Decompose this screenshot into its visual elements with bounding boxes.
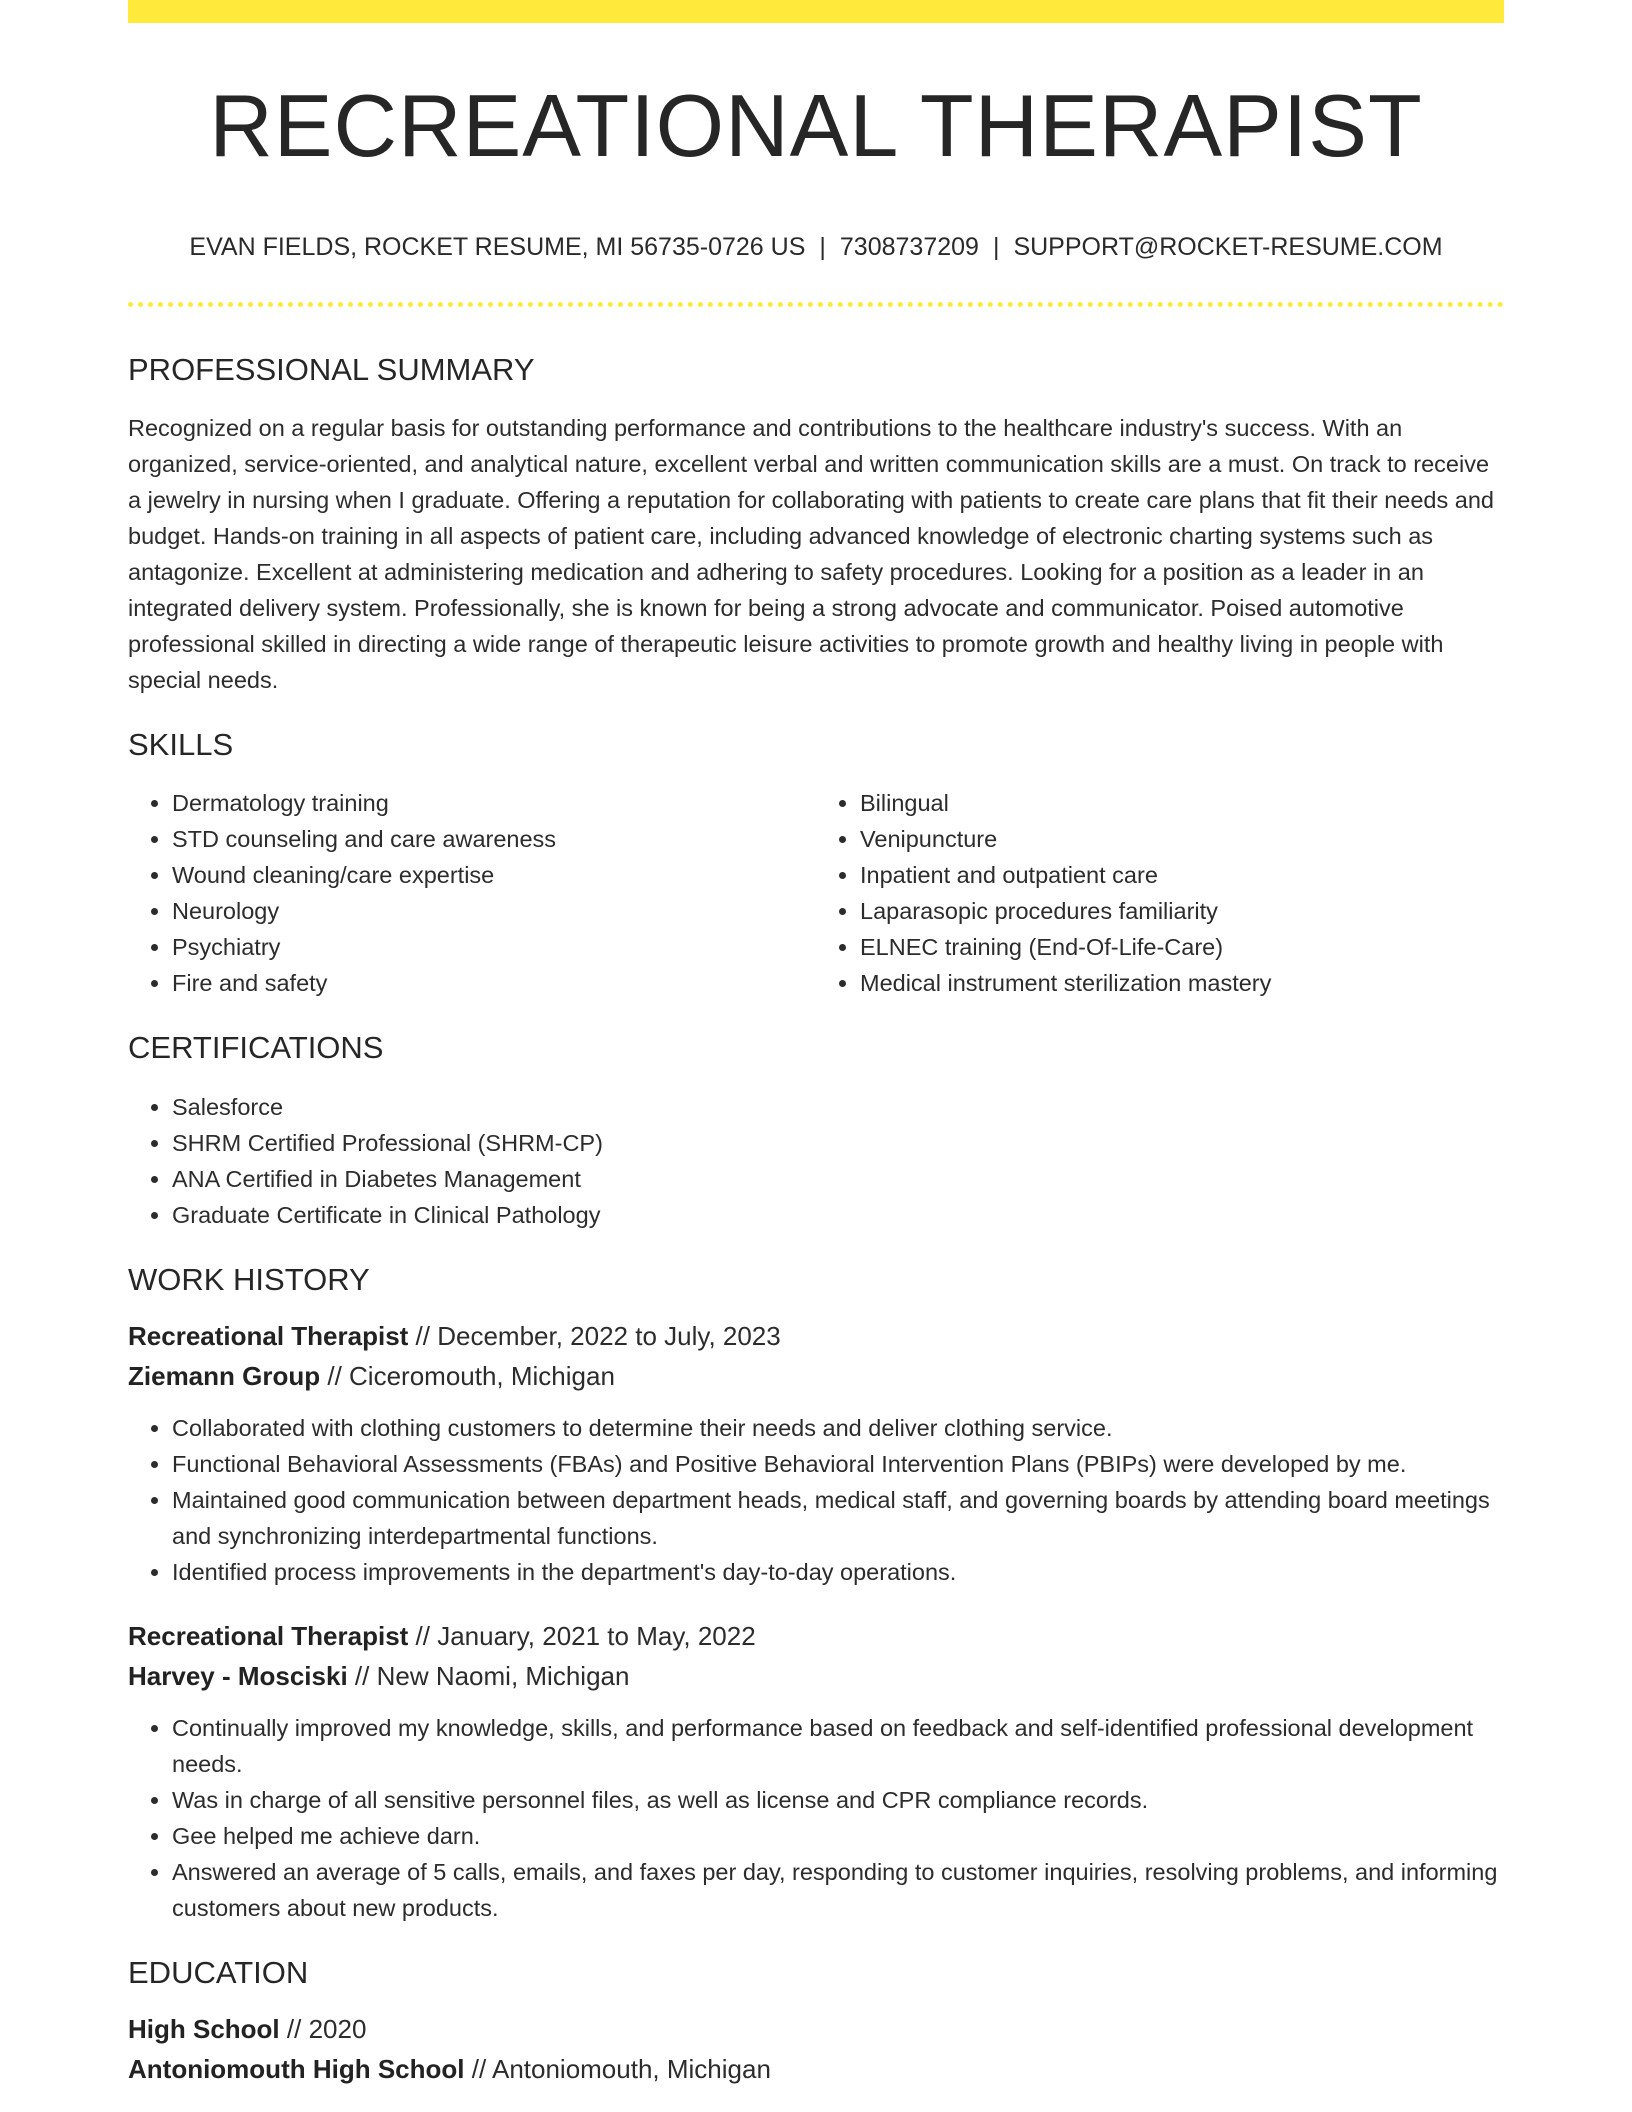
job-dates: // December, 2022 to July, 2023: [415, 1320, 781, 1351]
job-bullets: [128, 1410, 1504, 1590]
work-history-heading: WORK HISTORY: [128, 1261, 370, 1297]
skills-columns: [128, 785, 1504, 1001]
education-heading: EDUCATION: [128, 1954, 309, 1990]
skills-heading: SKILLS: [128, 727, 234, 763]
job-entry: [128, 1316, 1504, 1590]
job-location: // New Naomi, Michigan: [354, 1660, 630, 1691]
job-bullet: • Answered an average of 5 calls, emails, and faxes per day, responding to customer inquiries, resolving problems, and informing customers about new products.: [172, 1854, 1504, 1926]
skill-item: • Inpatient and outpatient care: [860, 857, 1504, 893]
skill-item: • Laparasopic procedures familiarity: [860, 893, 1504, 929]
job-bullet: • Functional Behavioral Assessments (FBAs) and Positive Behavioral Intervention Plans (PBIPs) were developed by me.: [172, 1446, 1504, 1482]
job-company: Harvey - Mosciski: [128, 1660, 348, 1691]
dotted-divider: [128, 302, 1504, 307]
contact-line: [128, 232, 1504, 262]
job-title-line: [128, 1616, 1504, 1656]
certifications-list: [128, 1089, 1504, 1233]
job-bullet: • Collaborated with clothing customers to determine their needs and deliver clothing service.: [172, 1410, 1504, 1446]
contact-address: EVAN FIELDS, ROCKET RESUME, MI 56735-0726 US: [189, 233, 806, 261]
job-bullet: • Maintained good communication between department heads, medical staff, and governing boards by attending board meetings and synchronizing interdepartmental functions.: [172, 1482, 1504, 1554]
job-bullets: [128, 1710, 1504, 1926]
education-year: // 2020: [286, 2013, 367, 2044]
resume-title: RECREATIONAL THERAPIST: [209, 76, 1423, 175]
certification-item: • Graduate Certificate in Clinical Pathology: [172, 1197, 1504, 1233]
contact-separator: |: [992, 233, 1000, 261]
education-degree-line: [128, 2009, 1504, 2049]
job-company-line: [128, 1356, 1504, 1396]
skill-item: • Wound cleaning/care expertise: [172, 857, 816, 893]
skill-item: • Fire and safety: [172, 965, 816, 1001]
certification-item: • SHRM Certified Professional (SHRM-CP): [172, 1125, 1504, 1161]
resume-content: [128, 23, 1504, 2089]
skills-left-list: [128, 785, 816, 1001]
summary-text: Recognized on a regular basis for outstanding performance and contributions to the healthcare industry's success. With an organized, service-oriented, and analytical nature, excellent verbal and written communication skills are a must. On track to receive a jewelry in nursing when I graduate. Offering a reputation for collaborating with patients to create care plans that fit their needs and budget. Hands-on training in all aspects of patient care, including advanced knowledge of electronic charting systems such as antagonize. Excellent at administering medication and adhering to safety procedures. Looking for a position as a leader in an integrated delivery system. Professionally, she is known for being a strong advocate and communicator. Poised automotive professional skilled in directing a wide range of therapeutic leisure activities to promote growth and healthy living in people with special needs.: [128, 415, 1494, 694]
job-entry: [128, 1616, 1504, 1926]
contact-phone: 7308737209: [839, 233, 979, 261]
job-dates: // January, 2021 to May, 2022: [415, 1620, 756, 1651]
skill-item: • Dermatology training: [172, 785, 816, 821]
certification-item: • ANA Certified in Diabetes Management: [172, 1161, 1504, 1197]
job-bullet: • Identified process improvements in the department's day-to-day operations.: [172, 1554, 1504, 1590]
skill-item: • STD counseling and care awareness: [172, 821, 816, 857]
job-bullet: • Continually improved my knowledge, skills, and performance based on feedback and self-identified professional development needs.: [172, 1710, 1504, 1782]
job-title: Recreational Therapist: [128, 1620, 409, 1651]
skill-item: • Medical instrument sterilization mastery: [860, 965, 1504, 1001]
skill-item: • Psychiatry: [172, 929, 816, 965]
summary-heading: PROFESSIONAL SUMMARY: [128, 352, 535, 387]
education-school: Antoniomouth High School: [128, 2053, 465, 2084]
education-degree: High School: [128, 2013, 280, 2044]
education-school-line: [128, 2049, 1504, 2089]
job-location: // Ciceromouth, Michigan: [327, 1360, 615, 1391]
certifications-heading: CERTIFICATIONS: [128, 1030, 384, 1066]
skill-item: • Venipuncture: [860, 821, 1504, 857]
contact-email: SUPPORT@ROCKET-RESUME.COM: [1013, 233, 1443, 261]
contact-separator: |: [819, 233, 826, 261]
job-title-line: [128, 1316, 1504, 1356]
skills-right-list: [816, 785, 1504, 1001]
job-bullet: • Was in charge of all sensitive personnel files, as well as license and CPR compliance records.: [172, 1782, 1504, 1818]
skill-item: • Neurology: [172, 893, 816, 929]
job-company-line: [128, 1656, 1504, 1696]
job-bullet: • Gee helped me achieve darn.: [172, 1818, 1504, 1854]
education-location: // Antoniomouth, Michigan: [471, 2053, 771, 2084]
job-company: Ziemann Group: [128, 1360, 321, 1391]
job-title: Recreational Therapist: [128, 1320, 409, 1351]
certification-item: • Salesforce: [172, 1089, 1504, 1125]
skill-item: • ELNEC training (End-Of-Life-Care): [860, 929, 1504, 965]
education-entry: [128, 2009, 1504, 2089]
skill-item: • Bilingual: [860, 785, 1504, 821]
top-accent-bar: [128, 0, 1504, 23]
